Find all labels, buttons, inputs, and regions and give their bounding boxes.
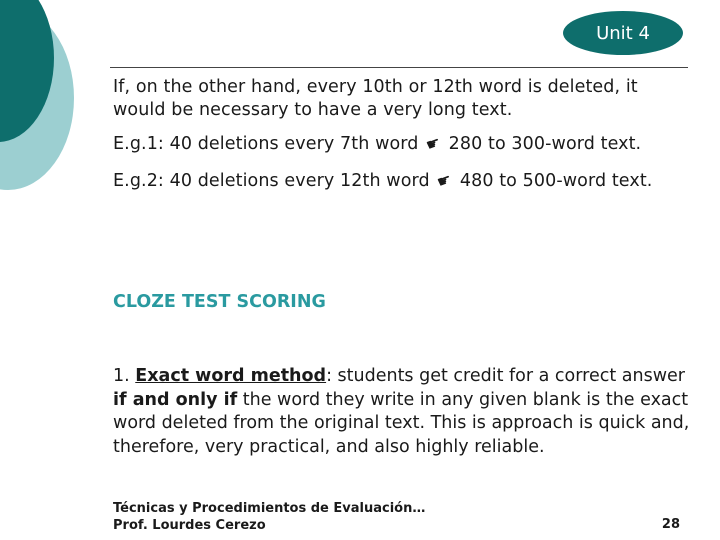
pointing-hand-icon: ☛ <box>423 132 444 155</box>
example-2-end: 480 to 500-word text. <box>459 171 653 191</box>
slide-body <box>113 76 693 193</box>
example-1 <box>113 132 693 156</box>
method-term: Exact word method <box>135 366 327 386</box>
method-text-2: the word they write in any given blank is the exact word deleted from the original text. This is approach is quick and, therefore, very practical, and also highly reliable. <box>113 389 690 457</box>
footer-author: Prof. Lourdes Cerezo <box>113 518 266 533</box>
page-number: 28 <box>661 517 680 532</box>
method-number: 1. <box>113 366 136 386</box>
example-2 <box>113 169 693 193</box>
method-emphasis: if and only if <box>113 389 238 410</box>
example-1-start: E.g.1: 40 deletions every 7th word <box>113 134 419 154</box>
decorative-corner-shapes <box>0 0 90 220</box>
method-text-1: : students get credit for a correct answer <box>326 366 685 386</box>
unit-badge <box>563 11 683 55</box>
section-heading: CLOZE TEST SCORING <box>113 292 326 312</box>
unit-label: Unit 4 <box>596 22 650 44</box>
header-rule <box>110 67 688 68</box>
footer-course: Técnicas y Procedimientos de Evaluación… <box>113 501 426 516</box>
footer <box>113 500 425 534</box>
pointing-hand-icon: ☛ <box>434 169 455 192</box>
example-1-end: 280 to 300-word text. <box>448 134 642 154</box>
example-2-start: E.g.2: 40 deletions every 12th word <box>113 171 430 191</box>
method-paragraph <box>113 365 693 459</box>
paragraph-1: If, on the other hand, every 10th or 12th word is deleted, it would be necessary to have a very long text. <box>113 77 638 120</box>
